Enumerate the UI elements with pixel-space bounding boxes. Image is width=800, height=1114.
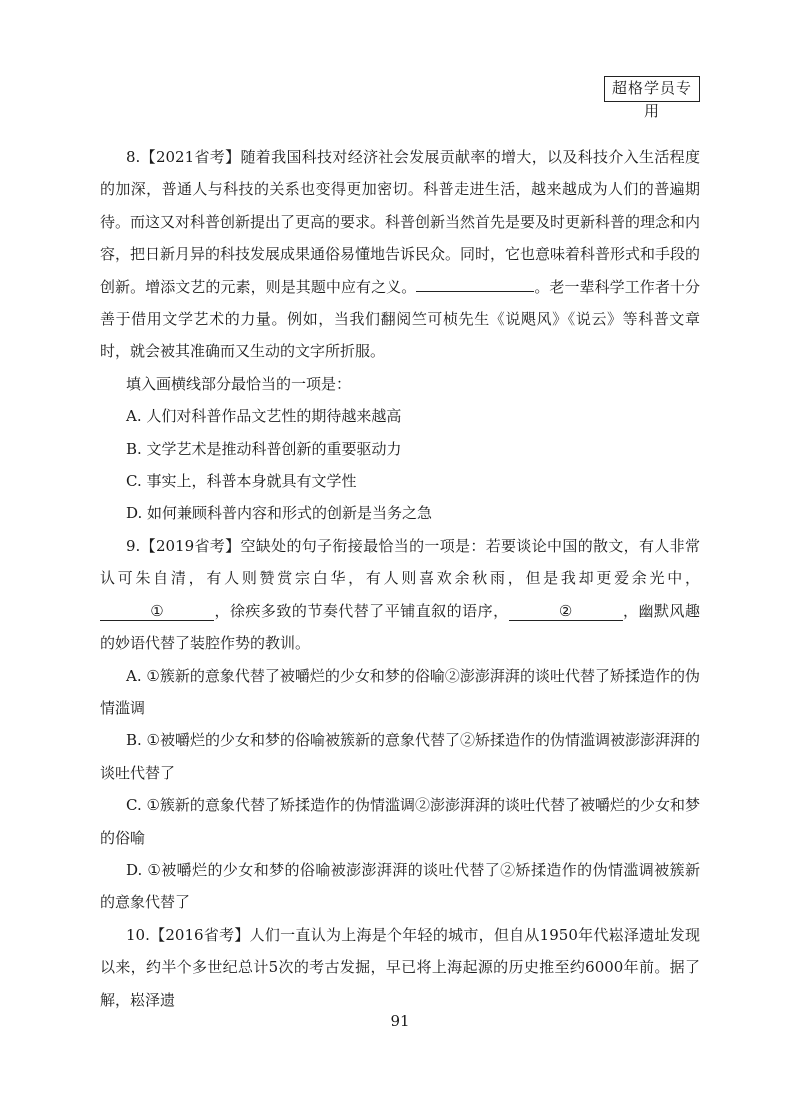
question-8-prompt: 填入画横线部分最恰当的一项是： (126, 374, 352, 393)
question-9-blank-2: ② (509, 602, 623, 621)
exclusive-badge: 超格学员专用 (604, 76, 700, 102)
question-content (100, 141, 700, 1016)
question-8-option-c: C. 事实上，科普本身就具有文学性 (126, 472, 357, 491)
question-9-text-part3: ，幽默风趣的妙语代替了装腔作势的教训。 (100, 601, 700, 653)
question-9-text-part1: 9.【2019省考】空缺处的句子衔接最恰当的一项是：若要谈论中国的散文，有人非常认可朱自清，有人则赞赏宗白华，有人则喜欢余秋雨，但是我却更爱余光中， (100, 536, 700, 588)
question-8-option-d: D. 如何兼顾科普内容和形式的创新是当务之急 (126, 504, 433, 523)
question-9-option-d: D. ①被嚼烂的少女和梦的俗喻被澎澎湃湃的谈吐代替了②矫揉造作的伪情滥调被簇新的意象代替了 (100, 860, 700, 912)
question-9-option-b: B. ①被嚼烂的少女和梦的俗喻被簇新的意象代替了②矫揉造作的伪情滥调被澎澎湃湃的谈吐代替了 (100, 731, 701, 782)
question-8-option-b: B. 文学艺术是推动科普创新的重要驱动力 (126, 439, 402, 458)
question-8-text-part2: 。老一辈科学工作者十分善于借用文学艺术的力量。例如，当我们翻阅竺可桢先生《说飓风》《说云》等科普文章时，就会被其准确而又生动的文字所折服。 (100, 277, 700, 361)
question-8-option-a: A. 人们对科普作品文艺性的期待越来越高 (126, 407, 402, 426)
question-8-blank (416, 291, 534, 292)
question-10-stem: 10.【2016省考】人们一直认为上海是个年轻的城市，但自从1950年代崧泽遗址发现以来，约半个多世纪总计5次的考古发掘，早已将上海起源的历史推至约6000年前。据了解，崧泽遗 (100, 925, 700, 1009)
question-9-option-a: A. ①簇新的意象代替了被嚼烂的少女和梦的俗喻②澎澎湃湃的谈吐代替了矫揉造作的伪情滥调 (100, 666, 700, 717)
page-number: 91 (390, 1012, 410, 1030)
question-8-text-part1: 8.【2021省考】随着我国科技对经济社会发展贡献率的增大，以及科技介入生活程度的加深，普通人与科技的关系也变得更加密切。科普走进生活，越来越成为人们的普遍期待。而这又对科普创新提出了更高的要求。科普创新当然首先是要及时更新科普的理念和内容，把日新月异的科技发展成果通俗易懂地告诉民众。同时，它也意味着科普形式和手段的创新。增添文艺的元素，则是其题中应有之义。 (100, 148, 701, 296)
question-8-stem (100, 141, 700, 368)
question-9-text-part2: ，徐疾多致的节奏代替了平铺直叙的语序， (214, 601, 509, 620)
question-9-stem (100, 530, 700, 660)
question-9-blank-1: ① (100, 602, 214, 621)
question-9-option-c: C. ①簇新的意象代替了矫揉造作的伪情滥调②澎澎湃湃的谈吐代替了被嚼烂的少女和梦的俗喻 (100, 796, 700, 847)
